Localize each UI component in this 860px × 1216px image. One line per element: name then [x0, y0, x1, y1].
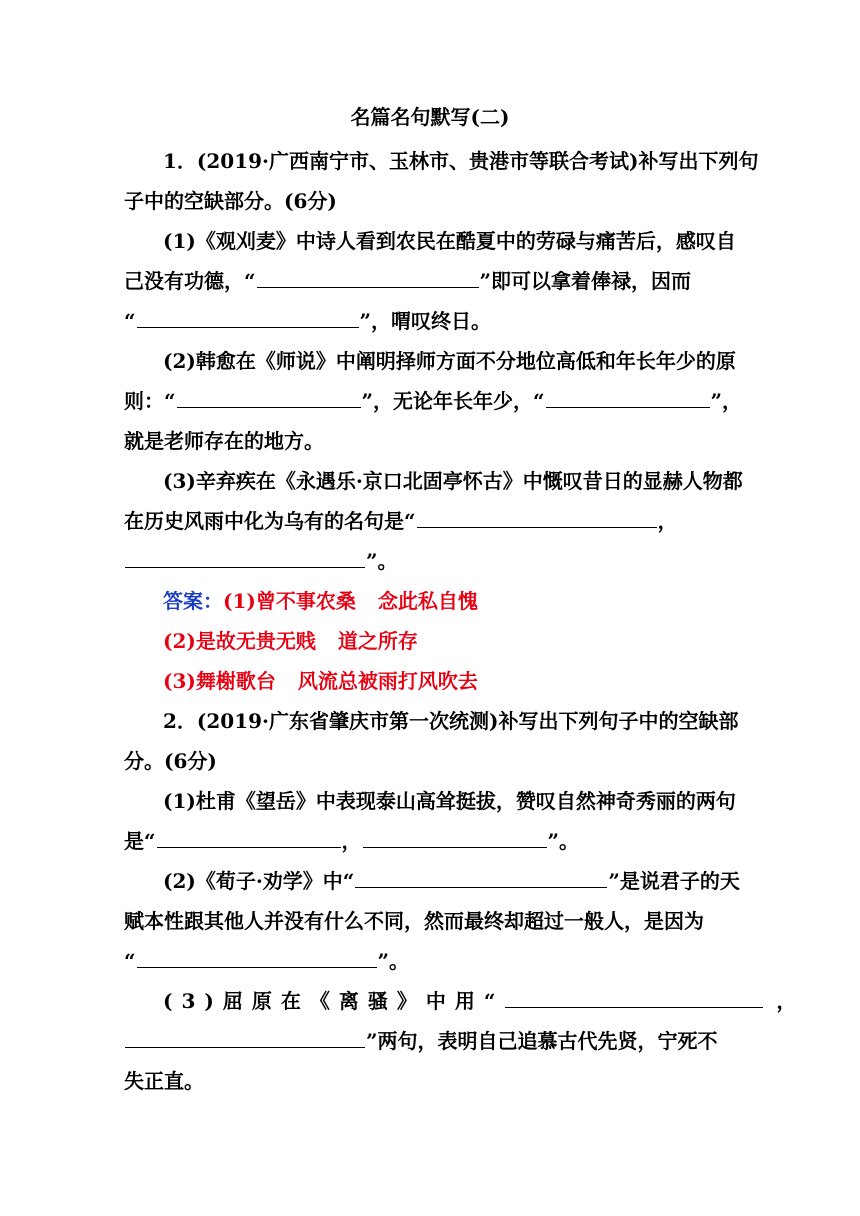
q2-blank-3[interactable]: [355, 867, 607, 888]
q1-p1-line3: [124, 307, 738, 335]
q1-p3-comma: ，: [657, 509, 678, 533]
q2-blank-4[interactable]: [137, 947, 377, 968]
q1-answer-line3: [163, 667, 738, 695]
q2-p3-text-pre: (3)屈原在《离骚》中用“: [163, 989, 505, 1013]
q1-p3-tail: ”。: [366, 549, 398, 573]
q1-p1-line1: (1)《观刈麦》中诗人看到农民在酷夏中的劳碌与痛苦后，感叹自: [163, 229, 736, 253]
q2-stem-line1: 2．(2019·广东省肇庆市第一次统测)补写出下列句子中的空缺部: [163, 709, 739, 733]
q1-p2-line3: 就是老师存在的地方。: [124, 429, 324, 453]
q2-p2-text-pre: (2)《荀子·劝学》中“: [163, 869, 355, 893]
q1-blank-1[interactable]: [257, 267, 479, 288]
answer-3b: 风流总被雨打风吹去: [297, 669, 478, 693]
q2-p2-line2: 赋本性跟其他人并没有什么不同，然而最终却超过一般人，是因为: [124, 909, 704, 933]
q1-p2-text-post: ”，: [710, 389, 743, 413]
q1-p2-text-mid: ”，无论年长年少，“: [361, 389, 545, 413]
q1-blank-4[interactable]: [546, 387, 710, 408]
q1-p1-text-pre: 己没有功德，“: [124, 269, 256, 293]
q2-p2-open-quote: “: [124, 949, 136, 973]
answer-label: 答案：: [163, 589, 223, 613]
answer-2a: (2)是故无贵无贱: [163, 629, 316, 653]
q1-blank-5[interactable]: [417, 507, 657, 528]
q1-p3-line3: [124, 547, 738, 575]
q1-p1-tail: ”，喟叹终日。: [359, 309, 492, 333]
q1-stem-line2: 子中的空缺部分。(6分): [124, 189, 337, 213]
q1-p1-text-post: ”即可以拿着俸禄，因而: [479, 269, 692, 293]
answer-3a: (3)舞榭歌台: [163, 669, 276, 693]
q2-p3-line3: 失正直。: [124, 1069, 204, 1093]
q1-stem-line1: 1．(2019·广西南宁市、玉林市、贵港市等联合考试)补写出下列句: [163, 149, 759, 173]
q2-p1-tail: ”。: [547, 829, 580, 853]
q2-p2-line3: [124, 947, 738, 975]
q2-p3-line2: [124, 1027, 738, 1055]
q2-p1-line2: [124, 827, 738, 855]
q2-p3-line1: [163, 987, 797, 1015]
q2-blank-5[interactable]: [505, 987, 763, 1008]
q2-p2-line1: [163, 867, 738, 895]
page-title: 名篇名句默写(二): [350, 105, 510, 129]
q2-blank-1[interactable]: [157, 827, 341, 848]
q2-p2-text-post: ”是说君子的天: [608, 869, 740, 893]
q2-p1-comma: ，: [341, 829, 362, 853]
q1-blank-2[interactable]: [137, 307, 359, 328]
q1-p3-line2: [124, 507, 738, 535]
q1-answer-line1: [163, 587, 738, 615]
q2-p3-comma: ，: [776, 989, 797, 1013]
q1-p2-text-pre: 则：“: [124, 389, 176, 413]
q1-p2-line1: (2)韩愈在《师说》中阐明择师方面不分地位高低和年长年少的原: [163, 349, 736, 373]
q1-blank-6[interactable]: [125, 547, 365, 568]
q2-p1-text-pre: 是“: [124, 829, 156, 853]
q1-blank-3[interactable]: [177, 387, 361, 408]
answer-1a: (1)曾不事农桑: [223, 589, 356, 613]
q1-p2-line2: [124, 387, 743, 415]
q2-blank-6[interactable]: [125, 1027, 365, 1048]
q1-p3-line1: (3)辛弃疾在《永遇乐·京口北固亭怀古》中慨叹昔日的显赫人物都: [163, 469, 743, 493]
q2-blank-2[interactable]: [363, 827, 547, 848]
q2-stem-line2: 分。(6分): [124, 749, 217, 773]
q2-p3-text-post: ”两句，表明自己追慕古代先贤，宁死不: [366, 1029, 718, 1053]
q2-p2-tail: ”。: [377, 949, 410, 973]
answer-2b: 道之所存: [337, 629, 418, 653]
q1-p1-line2: [124, 267, 738, 295]
q1-answer-line2: [163, 627, 738, 655]
q1-p1-open-quote: “: [124, 309, 136, 333]
q1-p3-text-pre: 在历史风雨中化为乌有的名句是“: [124, 509, 416, 533]
answer-1b: 念此私自愧: [377, 589, 478, 613]
q2-p1-line1: (1)杜甫《望岳》中表现泰山高耸挺拔，赞叹自然神奇秀丽的两句: [163, 789, 736, 813]
